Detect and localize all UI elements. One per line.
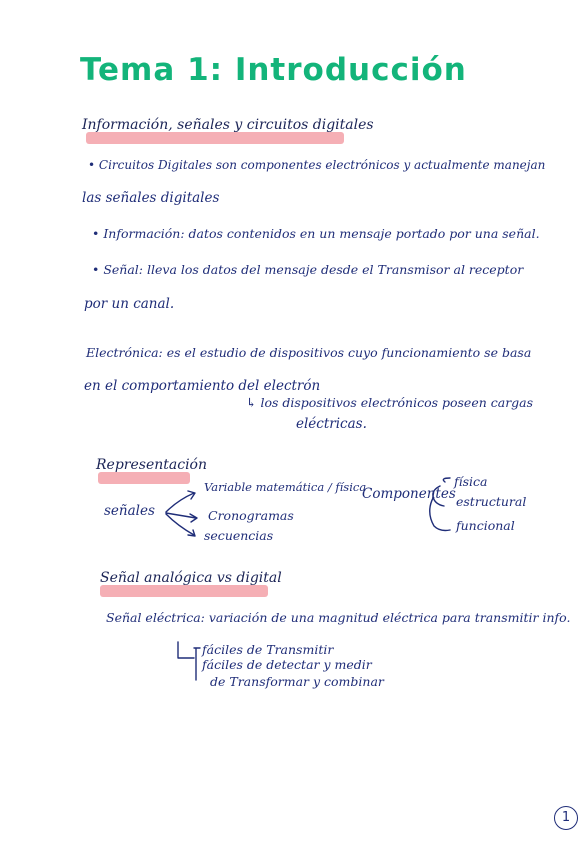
senales-item-3: secuencias: [204, 528, 274, 543]
section1-heading: Información, señales y circuitos digitales: [82, 117, 374, 133]
page-number: 1: [554, 806, 578, 830]
electronica-line3: ↳ los dispositivos electrónicos poseen cargas: [246, 395, 534, 410]
electronica-line1: Electrónica: es el estudio de dispositivos cuyo funcionamiento se basa: [86, 345, 532, 360]
senales-item-1: Variable matemática / física: [204, 480, 367, 494]
senal-electrica-definition: Señal eléctrica: variación de una magnitud eléctrica para transmitir info.: [106, 610, 571, 625]
componentes-item-3: funcional: [456, 518, 515, 533]
bullet-circuitos-line2: las señales digitales: [82, 190, 220, 206]
senales-branch-top-arrow: [166, 491, 195, 512]
representacion-heading: Representación: [96, 457, 207, 473]
componentes-item-2: estructural: [456, 494, 527, 509]
analogica-item-2: fáciles de detectar y medir: [202, 657, 372, 672]
componentes-item-1: física: [454, 474, 488, 489]
senales-item-2: Cronogramas: [208, 508, 294, 523]
bullet-senal-line2: por un canal.: [84, 296, 175, 312]
analogica-bracket: [178, 642, 200, 680]
bullet-senal-line1: • Señal: lleva los datos del mensaje desde el Transmisor al receptor: [92, 262, 524, 277]
electronica-line4: eléctricas.: [296, 416, 367, 432]
senales-label: señales: [104, 503, 155, 519]
bullet-informacion: • Información: datos contenidos en un mensaje portado por una señal.: [92, 226, 540, 241]
electronica-line2: en el comportamiento del electrón: [84, 378, 321, 394]
analogica-item-1: fáciles de Transmitir: [202, 642, 334, 657]
componentes-brace: [430, 478, 450, 531]
bullet-circuitos-line1: • Circuitos Digitales son componentes electrónicos y actualmente manejan: [88, 158, 546, 172]
analogica-item-3: de Transformar y combinar: [210, 674, 384, 689]
analogica-heading: Señal analógica vs digital: [100, 570, 282, 586]
page-title: Tema 1: Introducción: [80, 52, 467, 88]
componentes-label: Componentes: [362, 486, 456, 502]
